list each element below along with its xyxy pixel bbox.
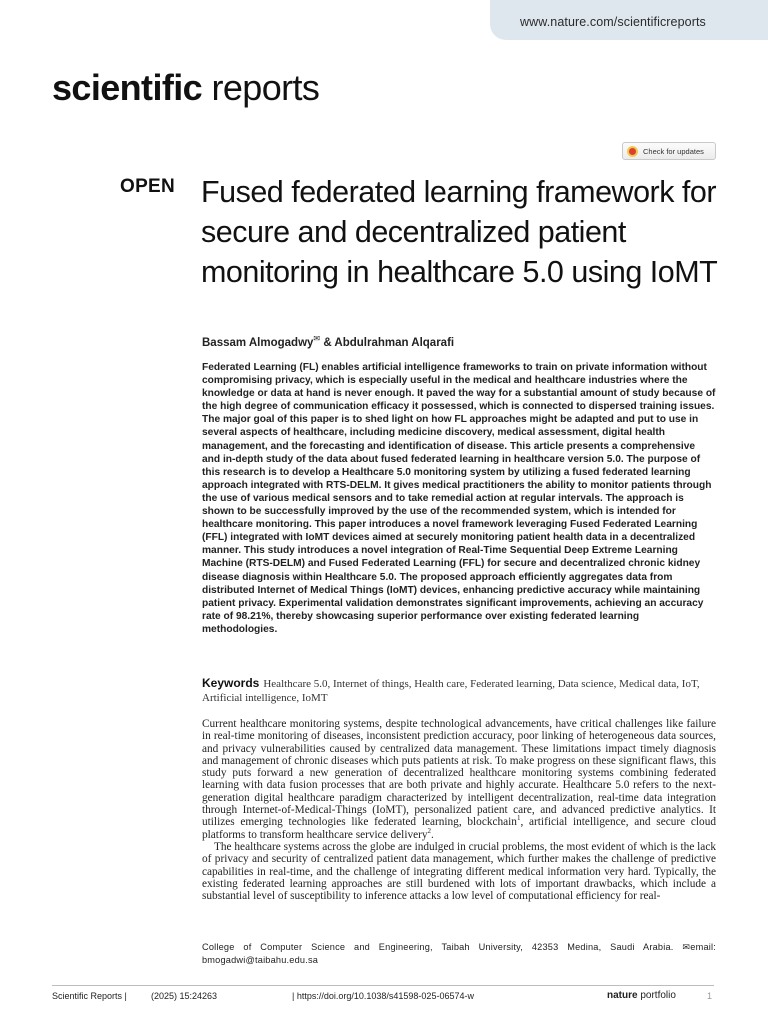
envelope-icon: ✉ xyxy=(682,942,691,952)
page-footer xyxy=(52,991,714,1005)
author-list xyxy=(202,334,454,349)
author-email[interactable]: bmogadwi@taibahu.edu.sa xyxy=(202,955,319,965)
footer-doi-link[interactable]: | https://doi.org/10.1038/s41598-025-06574-w xyxy=(292,991,474,1001)
brand-light: portfolio xyxy=(637,990,676,1001)
author-name[interactable]: Bassam Almogadwy xyxy=(202,336,314,349)
abstract: Federated Learning (FL) enables artificial intelligence frameworks to train on private information without compromising privacy, which is especially useful in the medical and healthcare industries where the knowledge or data at hand is never enough. It paved the way for a substantial amount of study because of the high degree of communication efficacy it possessed, which is connected to dispersed training issues. The major goal of this paper is to shed light on how FL approaches might be adapted and put to use in several aspects of healthcare, including medicine discovery, medical assessment, digital health management, and the forecasting and identification of disease. This article presents a comprehensive and in-depth study of the data about fused federated learning in healthcare version 5.0. The purpose of this research is to develop a Healthcare 5.0 monitoring system by utilizing a fused federated learning approach integrated with RTS-DELM. It gives medical practitioners the ability to monitor patients through the use of various medical sensors and to take remedial action at regular intervals. The approach is shown to be successfully improved by the use of the recommended system, which is intended for healthcare monitoring. This paper introduces a novel framework leveraging Fused Federated Learning (FFL) integrated with IoMT devices aimed at securely monitoring patient health data in a decentralized manner. This study introduces a novel integration of Real-Time Sequential Deep Extreme Learning Machine (RTS-DELM) and Fused Federated Learning (FFL) for secure and decentralized chronic kidney disease diagnosis within Healthcare 5.0. The proposed approach efficiently aggregates data from distributed Internet of Medical Things (IoMT) devices, enhancing predictive accuracy while maintaining patient privacy. Experimental validation demonstrates significant improvements, achieving an accuracy rate of 98.21%, thereby showcasing superior performance over existing federated learning methodologies. xyxy=(202,362,716,635)
body-paragraph xyxy=(202,718,716,841)
keywords xyxy=(202,676,716,705)
keywords-label: Keywords xyxy=(202,676,260,690)
open-access-label: OPEN xyxy=(120,176,176,197)
page-number: 1 xyxy=(707,991,713,1001)
envelope-icon[interactable]: ✉ xyxy=(313,334,321,343)
brand-bold: nature xyxy=(607,990,638,1001)
article-title: Fused federated learning framework for secure and decentralized patient monitoring in healthcare 5.0 using IoMT xyxy=(201,175,718,289)
footer-volume: (2025) 15:24263 xyxy=(151,991,218,1001)
article-body xyxy=(202,718,716,902)
footer-divider xyxy=(52,985,714,986)
check-updates-icon xyxy=(627,146,638,157)
author-name[interactable]: & Abdulrahman Alqarafi xyxy=(320,336,455,349)
check-for-updates-button[interactable] xyxy=(622,142,716,160)
journal-url-banner xyxy=(490,0,768,40)
footer-journal: Scientific Reports | xyxy=(52,991,127,1001)
affiliation-text: College of Computer Science and Engineering, Taibah University, 42353 Medina, Saudi Arabia. xyxy=(202,942,674,952)
journal-logo-bold: scientific xyxy=(52,67,203,108)
nature-portfolio-logo xyxy=(607,990,676,1001)
affiliation xyxy=(202,941,716,967)
body-paragraph: The healthcare systems across the globe are indulged in crucial problems, the most evident of which is the lack of privacy and security of centralized patient data management, which further makes the challenge of predictive capabilities in real-time, and the challenge of integrating different medical information very hard. Typically, the existing federated learning approaches are still burdened with lots of important drawbacks, which include a substantial level of susceptibility to inference attacks a low level of computational efficiency for real- xyxy=(202,840,716,903)
citation-link[interactable]: 2 xyxy=(427,826,432,835)
body-text-span: Current healthcare monitoring systems, despite technological advancements, have critical challenges like failure in real-time monitoring of diseases, inconsistent prediction accuracy, poor linking of heterogeneous data sources, and privacy vulnerabilities caused by centralized data management. These limitations impact timely diagnosis and management of chronic diseases which puts patients at risk. To make progress on these significant flaws, this study puts forward a new generation of decentralized healthcare monitoring systems combining federated learning with data fusion processes that are both private and highly accurate. Healthcare 5.0 refers to the next-generation digital healthcare paradigm characterized by intelligent decentralization, real-time data integration through Internet-of-Medical-Things (IoMT), personalized patient care, and advanced predictive analytics. It utilizes emerging technologies like federated learning, blockchain xyxy=(202,718,716,829)
journal-url[interactable]: www.nature.com/scientificreports xyxy=(520,15,706,29)
body-text-span: , artificial intelligence, and secure cloud platforms to transform healthcare service delivery xyxy=(202,816,716,841)
keywords-list: Healthcare 5.0, Internet of things, Health care, Federated learning, Data science, Medical data, IoT, Artificial intelligence, IoMT xyxy=(202,678,700,704)
journal-logo xyxy=(52,68,319,108)
check-updates-label: Check for updates xyxy=(643,146,704,156)
body-text-span: . xyxy=(431,828,434,841)
email-label: email: xyxy=(690,942,716,952)
journal-logo-light: reports xyxy=(202,67,320,108)
citation-link[interactable]: 1 xyxy=(516,814,521,823)
